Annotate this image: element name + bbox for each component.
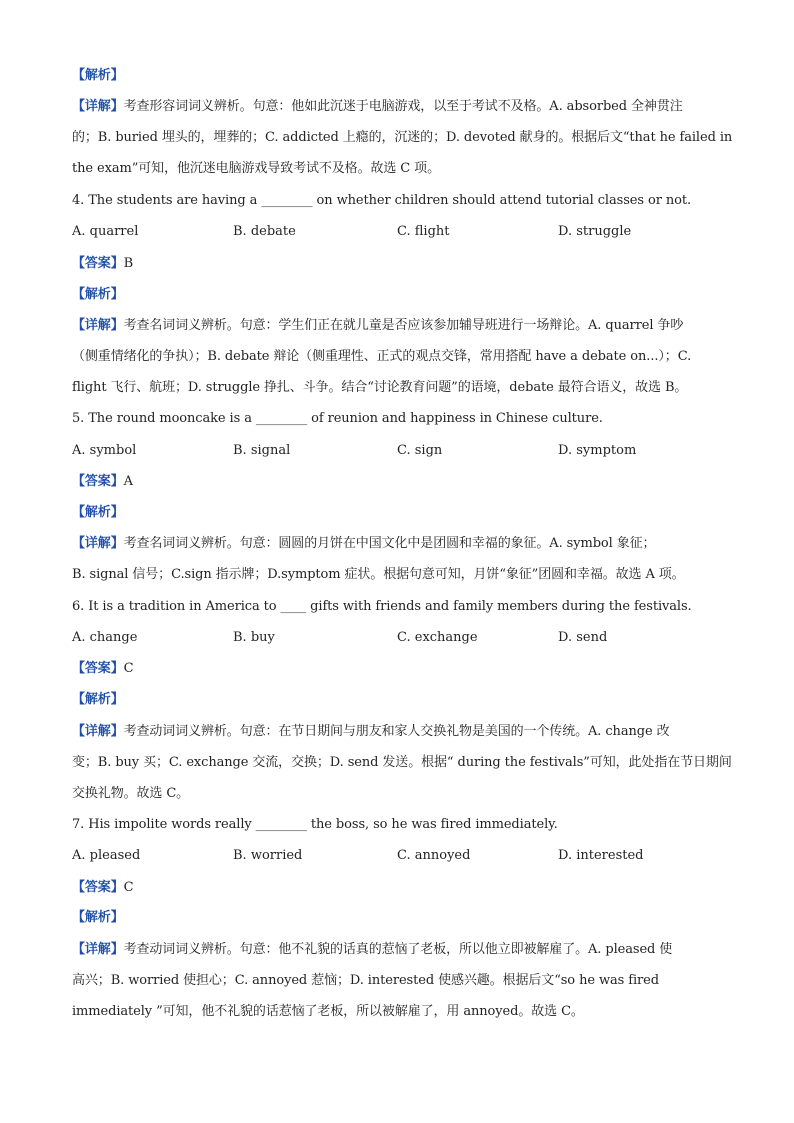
answer-value: A (123, 474, 133, 489)
option-text: C. flight (397, 224, 450, 239)
answer-value: C (123, 880, 134, 895)
option-text: B. signal (233, 443, 291, 458)
analysis-label: 【解析】 (72, 692, 124, 707)
detail-line (72, 318, 732, 334)
answer-line (72, 474, 732, 490)
text-line (72, 755, 732, 771)
text-line (72, 599, 732, 615)
analysis-label: 【解析】 (72, 505, 124, 520)
answer-line (72, 256, 732, 272)
text-line (72, 349, 732, 365)
answer-label: 【答案】 (72, 661, 124, 676)
option-text: B. worried (233, 848, 303, 863)
analysis-heading (72, 505, 732, 521)
detail-text: 考查动词词义辨析。句意：在节日期间与朋友和家人交换礼物是美国的一个传统。A. change 改 (123, 724, 670, 739)
line-text: （侧重情绪化的争执）；B. debate 辩论（侧重理性、正式的观点交锋，常用搭配 have a debate on...）；C. (72, 349, 692, 364)
answer-label: 【答案】 (72, 880, 124, 895)
line-text: 6. It is a tradition in America to ____ gifts with friends and family members during the festivals. (72, 599, 692, 614)
detail-line (72, 99, 732, 115)
analysis-heading (72, 910, 732, 926)
option-text: A. symbol (72, 443, 137, 458)
analysis-heading (72, 692, 732, 708)
text-line (72, 817, 732, 833)
detail-label: 【详解】 (72, 942, 124, 957)
detail-label: 【详解】 (72, 318, 124, 333)
detail-line (72, 724, 732, 740)
detail-line (72, 536, 732, 552)
detail-line (72, 942, 732, 958)
detail-label: 【详解】 (72, 724, 124, 739)
answer-line (72, 880, 732, 896)
line-text: 7. His impolite words really ________ the boss, so he was fired immediately. (72, 817, 558, 832)
line-text: the exam”可知，他沉迷电脑游戏导致考试不及格。故选 C 项。 (72, 161, 440, 176)
option-text: C. exchange (397, 630, 478, 645)
option-text: D. struggle (558, 224, 632, 239)
option-text: C. sign (397, 443, 443, 458)
option-text: A. pleased (72, 848, 141, 863)
text-line (72, 411, 732, 427)
line-text: B. signal 信号；C.sign 指示牌；D.symptom 症状。根据句意可知，月饼“象征”团圆和幸福。故选 A 项。 (72, 567, 685, 582)
option-text: D. interested (558, 848, 644, 863)
detail-text: 考查名词词义辨析。句意：圆圆的月饼在中国文化中是团圆和幸福的象征。A. symbol 象征； (123, 536, 656, 551)
text-line (72, 130, 732, 146)
detail-label: 【详解】 (72, 99, 124, 114)
answer-label: 【答案】 (72, 256, 124, 271)
line-text: 变；B. buy 买；C. exchange 交流，交换；D. send 发送。根据“ during the festivals”可知，此处指在节日期间 (72, 755, 732, 770)
text-line (72, 973, 732, 989)
line-text: 的；B. buried 埋头的，埋葬的；C. addicted 上瘾的，沉迷的；D. devoted 献身的。根据后文“that he failed in (72, 130, 733, 145)
answer-label: 【答案】 (72, 474, 124, 489)
text-line (72, 786, 732, 802)
option-text: A. quarrel (72, 224, 139, 239)
option-text: B. buy (233, 630, 275, 645)
text-line (72, 1004, 732, 1020)
text-line (72, 193, 732, 209)
detail-text: 考查形容词词义辨析。句意：他如此沉迷于电脑游戏，以至于考试不及格。A. absorbed 全神贯注 (123, 99, 683, 114)
option-text: D. symptom (558, 443, 637, 458)
detail-label: 【详解】 (72, 536, 124, 551)
line-text: 5. The round mooncake is a ________ of reunion and happiness in Chinese culture. (72, 411, 603, 426)
line-text: 交换礼物。故选 C。 (72, 786, 190, 801)
option-text: A. change (72, 630, 138, 645)
text-line (72, 567, 732, 583)
text-line (72, 380, 732, 396)
line-text: flight 飞行、航班；D. struggle 挣扎、斗争。结合“讨论教育问题”的语境，debate 最符合语义，故选 B。 (72, 380, 688, 395)
line-text: 高兴；B. worried 使担心；C. annoyed 惹恼；D. interested 使感兴趣。根据后文“so he was fired (72, 973, 659, 988)
answer-line (72, 661, 732, 677)
detail-text: 考查名词词义辨析。句意：学生们正在就儿童是否应该参加辅导班进行一场辩论。A. quarrel 争吵 (123, 318, 684, 333)
analysis-label: 【解析】 (72, 287, 124, 302)
option-text: B. debate (233, 224, 296, 239)
option-text: D. send (558, 630, 608, 645)
detail-text: 考查动词词义辨析。句意：他不礼貌的话真的惹恼了老板，所以他立即被解雇了。A. pleased 使 (123, 942, 673, 957)
line-text: immediately ”可知，他不礼貌的话惹恼了老板，所以被解雇了，用 annoyed。故选 C。 (72, 1004, 584, 1019)
analysis-heading (72, 68, 732, 84)
analysis-heading (72, 287, 732, 303)
text-line (72, 161, 732, 177)
option-text: C. annoyed (397, 848, 471, 863)
line-text: 4. The students are having a ________ on whether children should attend tutorial classes or not. (72, 193, 692, 208)
analysis-label: 【解析】 (72, 68, 124, 83)
analysis-label: 【解析】 (72, 910, 124, 925)
answer-value: B (123, 256, 134, 271)
answer-value: C (123, 661, 134, 676)
